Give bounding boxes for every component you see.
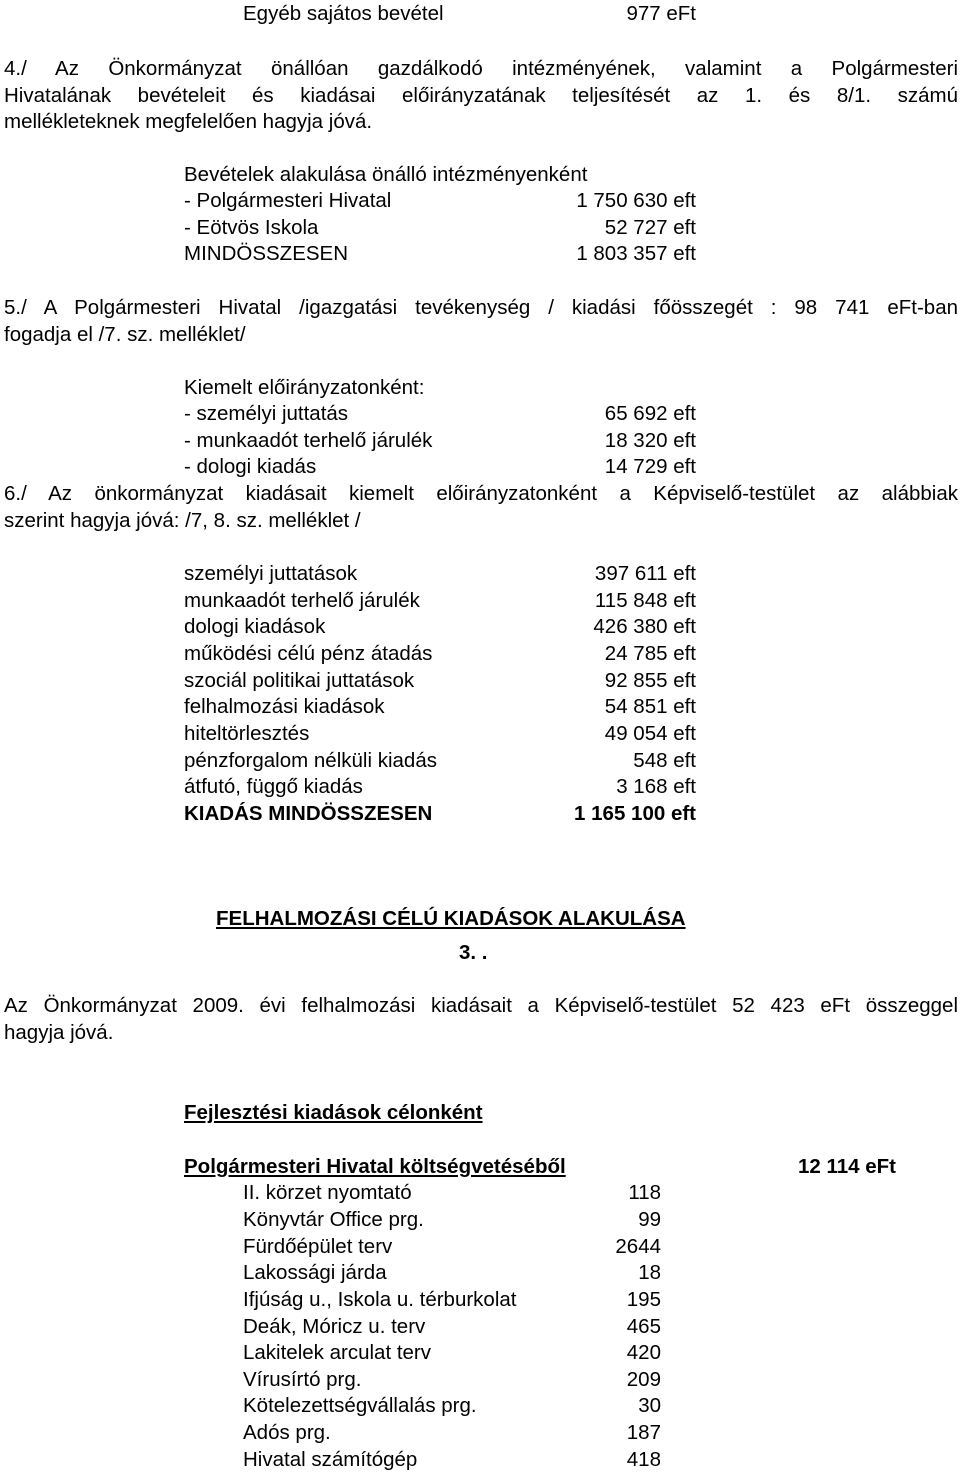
item-value: 99 (638, 1208, 661, 1231)
item-value: 30 (638, 1394, 661, 1417)
section-3-paragraph-line-2: hagyja jóvá. (4, 1021, 114, 1044)
section-4-line-1: 4./ Az Önkormányzat önállóan gazdálkodó intézményének, valamint a Polgármesteri (4, 57, 958, 80)
appropriation-row-label: - dologi kiadás (184, 455, 317, 478)
expense-row-label: személyi juttatások (184, 562, 358, 585)
expense-total-label: KIADÁS MINDÖSSZESEN (184, 802, 433, 825)
item-label: Lakitelek arculat terv (243, 1341, 432, 1364)
item-label: Kötelezettségvállalás prg. (243, 1394, 477, 1417)
expense-row-label: dologi kiadások (184, 615, 326, 638)
section-4-heading: Bevételek alakulása önálló intézményenként (184, 163, 588, 186)
expense-row-label: felhalmozási kiadások (184, 695, 385, 718)
income-row-label: - Eötvös Iskola (184, 216, 319, 239)
expense-row-value: 3 168 eft (616, 775, 696, 798)
income-value: 977 eFt (626, 2, 696, 25)
section-5-heading: Kiemelt előirányzatonként: (184, 376, 425, 399)
expense-row-label: pénzforgalom nélküli kiadás (184, 749, 437, 772)
item-label: Lakossági járda (243, 1261, 387, 1284)
section-5-line-1: 5./ A Polgármesteri Hivatal /igazgatási tevékenység / kiadási főösszegét : 98 741 eFt-ban (4, 296, 958, 319)
item-value: 118 (628, 1181, 661, 1204)
group-value: 12 114 eFt (797, 1155, 896, 1178)
item-value: 18 (638, 1261, 661, 1284)
expense-row-value: 49 054 eft (604, 722, 696, 745)
item-value: 465 (626, 1315, 661, 1338)
item-value: 195 (626, 1288, 661, 1311)
item-label: Vírusírtó prg. (243, 1368, 362, 1391)
section-3-title: FELHALMOZÁSI CÉLÚ KIADÁSOK ALAKULÁSA (216, 907, 686, 930)
expense-row-value: 426 380 eft (593, 615, 696, 638)
item-label: Adós prg. (243, 1421, 331, 1444)
expense-row-label: működési célú pénz átadás (184, 642, 433, 665)
expense-row-value: 115 848 eft (594, 589, 696, 612)
expense-row-value: 92 855 eft (604, 669, 696, 692)
section-6-line-1: 6./ Az önkormányzat kiadásait kiemelt előirányzatonként a Képviselő-testület az alábbiak (4, 482, 958, 505)
group-label: Polgármesteri Hivatal költségvetéséből (184, 1155, 566, 1178)
expense-row-label: szociál politikai juttatások (184, 669, 415, 692)
item-value: 420 (626, 1341, 661, 1364)
income-total-label: MINDÖSSZESEN (184, 242, 349, 265)
item-label: Deák, Móricz u. terv (243, 1315, 426, 1338)
appropriation-row-value: 65 692 eft (604, 402, 696, 425)
development-subheading: Fejlesztési kiadások célonként (184, 1101, 483, 1124)
expense-total-value: 1 165 100 eft (574, 802, 696, 825)
expense-row-value: 54 851 eft (604, 695, 696, 718)
expense-row-label: munkaadót terhelő járulék (184, 589, 420, 612)
expense-row-value: 397 611 eft (594, 562, 696, 585)
item-label: II. körzet nyomtató (243, 1181, 412, 1204)
expense-row-value: 24 785 eft (604, 642, 696, 665)
section-4-line-2: Hivatalának bevételeit és kiadásai előirányzatának teljesítését az 1. és 8/1. számú (4, 84, 958, 107)
appropriation-row-value: 14 729 eft (604, 455, 696, 478)
income-label: Egyéb sajátos bevétel (243, 2, 444, 25)
appropriation-row-label: - munkaadót terhelő járulék (184, 429, 433, 452)
expense-row-value: 548 eft (633, 749, 696, 772)
income-row-value: 1 750 630 eft (576, 189, 696, 212)
income-row-label: - Polgármesteri Hivatal (184, 189, 392, 212)
appropriation-row-value: 18 320 eft (604, 429, 696, 452)
item-label: Hivatal számítógép (243, 1448, 418, 1471)
section-5-line-2: fogadja el /7. sz. melléklet/ (4, 323, 246, 346)
section-6-line-2: szerint hagyja jóvá: /7, 8. sz. melléklet / (4, 509, 361, 532)
item-value: 187 (626, 1421, 661, 1444)
item-value: 2644 (615, 1235, 661, 1258)
section-3-number: 3. . (459, 941, 488, 964)
income-row-value: 52 727 eft (604, 216, 696, 239)
expense-row-label: átfutó, függő kiadás (184, 775, 363, 798)
expense-row-label: hiteltörlesztés (184, 722, 310, 745)
income-total-value: 1 803 357 eft (576, 242, 696, 265)
item-label: Ifjúság u., Iskola u. térburkolat (243, 1288, 517, 1311)
item-value: 418 (626, 1448, 661, 1471)
item-label: Fürdőépület terv (243, 1235, 393, 1258)
section-3-paragraph-line-1: Az Önkormányzat 2009. évi felhalmozási kiadásait a Képviselő-testület 52 423 eFt összeggel (4, 994, 958, 1017)
item-value: 209 (626, 1368, 661, 1391)
item-label: Könyvtár Office prg. (243, 1208, 424, 1231)
section-4-line-3: mellékleteknek megfelelően hagyja jóvá. (4, 110, 373, 133)
appropriation-row-label: - személyi juttatás (184, 402, 349, 425)
